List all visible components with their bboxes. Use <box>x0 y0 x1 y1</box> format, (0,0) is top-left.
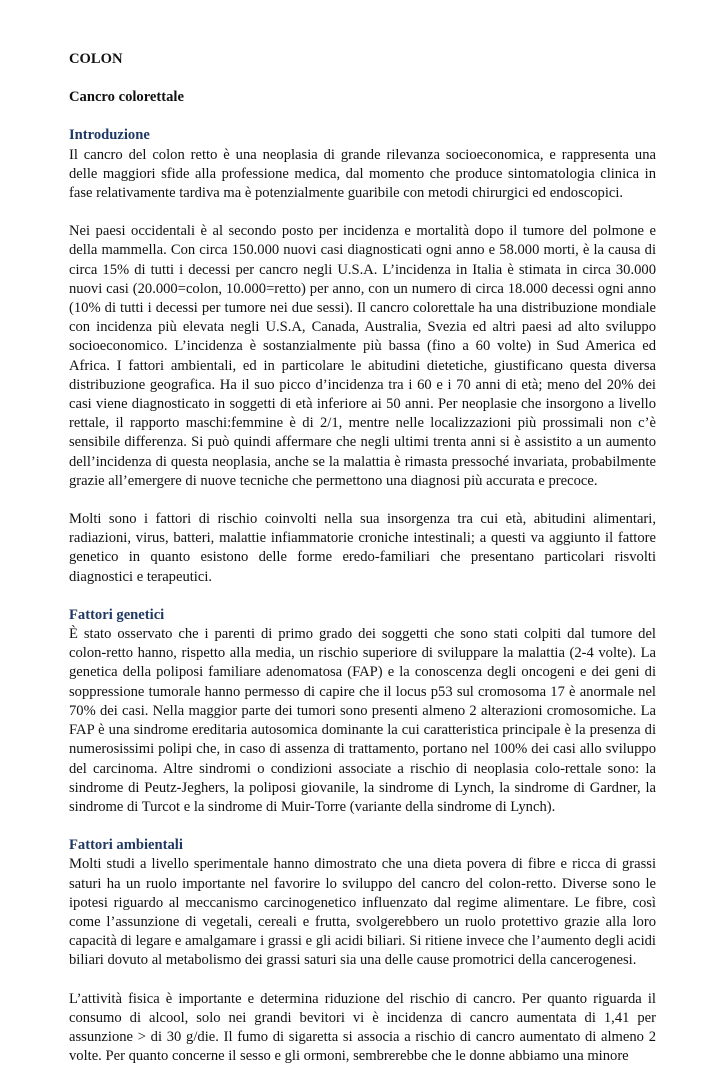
section-heading-fattori-ambientali: Fattori ambientali <box>69 837 183 854</box>
paragraph: È stato osservato che i parenti di primo grado dei soggetti che sono stati colpiti dal tumore del colon-retto hanno, rispetto alla media, un rischio superiore di sviluppare la malattia (2-4 volte). La genetica della poliposi familiare adenomatosa (FAP) e la conoscenza degli oncogeni e dei geni di soppressione tumorale hanno permesso di capire che il locus p53 sul cromosoma 17 è anormale nel 70% dei casi. Nella maggior parte dei tumori sono presenti almeno 2 alterazioni cromosomiche. La FAP è una sindrome ereditaria autosomica dominante la cui caratteristica principale è la presenza di numerosissimi polipi che, in caso di assenza di trattamento, portano nel 100% dei casi allo sviluppo del carcinoma. Altre sindromi o condizioni associate a rischio di neoplasia colo-rettale sono: la sindrome di Peutz-Jeghers, la poliposi giovanile, la sindrome di Lynch, la sindrome di Gardner, la sindrome di Turcot e la sindrome di Muir-Torre (variante della sindrome di Lynch). <box>69 626 656 815</box>
paragraph: Nei paesi occidentali è al secondo posto per incidenza e mortalità dopo il tumore del polmone e della mammella. Con circa 150.000 nuovi casi diagnosticati ogni anno e 58.000 morti, è la causa di circa 15% di tutti i decessi per cancro negli U.S.A. L’incidenza in Italia è stimata in circa 30.000 nuovi casi (20.000=colon, 10.000=retto) per anno, con un numero di circa 18.000 decessi ogni anno (10% di tutti i decessi per tumore nei due sessi). Il cancro colorettale ha una distribuzione mondiale con incidenza più elevata negli U.S.A, Canada, Australia, Svezia ed altri paesi ad alto sviluppo socioeconomico. L’incidenza è sostanzialmente più bassa (fino a 60 volte) in Sud America ed Africa. I fattori ambientali, ed in particolare le abitudini dietetiche, giustificano questa diversa distribuzione geografica. Ha il suo picco d’incidenza tra i 60 e i 70 anni di età; meno del 20% dei casi viene diagnosticato in soggetti di età inferiore ai 50 anni. Per neoplasie che insorgono a livello rettale, il rapporto maschi:femmine è di 2/1, mentre nelle localizzazioni più prossimali non c’è sensibile differenza. Si può quindi affermare che negli ultimi trenta anni si è assistito a un aumento dell’incidenza di questa neoplasia, anche se la malattia è rimasta pressoché invariata, probabilmente grazie all’emergere di nuove tecniche che permettono una diagnosi più accurata e precoce. <box>69 223 656 489</box>
paragraph: L’attività fisica è importante e determina riduzione del rischio di cancro. Per quanto riguarda il consumo di alcool, solo nei grandi bevitori vi è incidenza di cancro aumentata di 1,41 per assunzione > di 30 g/die. Il fumo di sigaretta si associa a rischio di cancro aumentato di almeno 2 volte. Per quanto concerne il sesso e gli ormoni, sembrerebbe che le donne abbiamo una minore <box>69 990 656 1065</box>
paragraph: Il cancro del colon retto è una neoplasia di grande rilevanza socioeconomica, e rappresenta una delle maggiori sfide alla professione medica, dal momento che produce sintomatologia clinica in fase relativamente tardiva ma è potenzialmente guaribile con metodi chirurgici ed endoscopici. <box>69 146 656 202</box>
section-heading-introduzione: Introduzione <box>69 127 150 144</box>
document-subtitle: Cancro colorettale <box>69 89 184 106</box>
document-title: COLON <box>69 51 123 67</box>
section-heading-fattori-genetici: Fattori genetici <box>69 606 165 623</box>
paragraph: Molti sono i fattori di rischio coinvolti nella sua insorgenza tra cui età, abitudini alimentari, radiazioni, virus, batteri, malattie infiammatorie croniche intestinali; a questi va aggiunto il fattore genetico in quanto esistono delle forme eredo-familiari che presentano particolari risvolti diagnostici e terapeutici. <box>69 511 656 585</box>
paragraph: Molti studi a livello sperimentale hanno dimostrato che una dieta povera di fibre e ricca di grassi saturi ha un ruolo importante nel favorire lo sviluppo del cancro del colon-retto. Diverse sono le ipotesi riguardo al meccanismo carcinogenetico influenzato dal regime alimentare. Le fibre, così come l’assunzione di vegetali, cereali e frutta, svolgerebbero un ruolo protettivo grazie alla loro capacità di legare e amalgamare i grassi e gli acidi biliari. Si ritiene invece che l’aumento degli acidi biliari dovuto al metabolismo dei grassi saturi sia una delle cause promotrici della cancerogenesi. <box>69 856 656 969</box>
document-page <box>69 50 656 1066</box>
